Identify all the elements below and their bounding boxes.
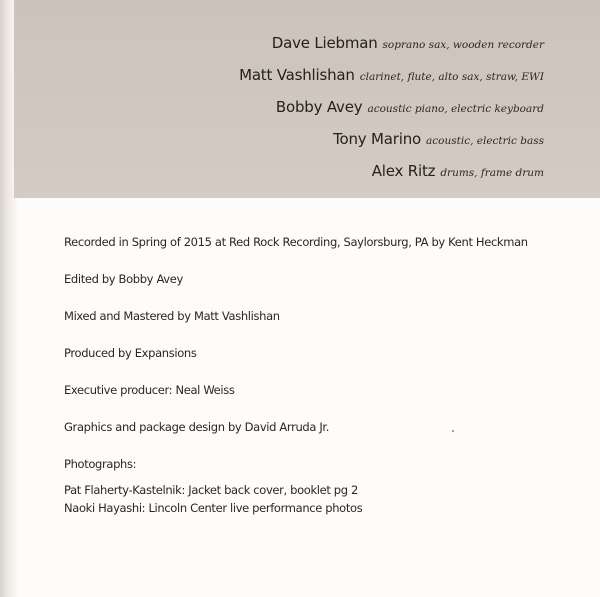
musician-name: Alex Ritz	[371, 162, 436, 180]
musician-instruments: acoustic, electric bass	[426, 135, 544, 147]
photo-credit: Naoki Hayashi: Lincoln Center live performance photos	[64, 501, 363, 515]
musician-name: Bobby Avey	[275, 98, 363, 116]
recording-credit: Recorded in Spring of 2015 at Red Rock Recording, Saylorsburg, PA by Kent Heckman	[64, 235, 528, 249]
photo-credit: Pat Flaherty-Kastelnik: Jacket back cover, booklet pg 2	[64, 483, 358, 497]
musician-instruments: drums, frame drum	[440, 167, 544, 179]
musician-name: Matt Vashlishan	[239, 66, 355, 84]
editing-credit: Edited by Bobby Avey	[64, 272, 183, 286]
musician-instruments: acoustic piano, electric keyboard	[367, 103, 544, 115]
production-credits	[64, 233, 584, 517]
photographs-heading: Photographs:	[64, 457, 137, 471]
executive-producer-credit: Executive producer: Neal Weiss	[64, 383, 235, 397]
personnel-entry	[64, 91, 544, 123]
musician-instruments: clarinet, flute, alto sax, straw, EWI	[359, 71, 544, 83]
musician-name: Dave Liebman	[271, 34, 378, 52]
personnel-entry	[64, 155, 544, 187]
musician-name: Tony Marino	[333, 130, 421, 148]
musician-instruments: soprano sax, wooden recorder	[382, 39, 544, 51]
personnel-entry	[64, 123, 544, 155]
personnel-list	[64, 27, 544, 187]
mixing-credit: Mixed and Mastered by Matt Vashlishan	[64, 309, 280, 323]
graphics-credit: Graphics and package design by David Arruda Jr.	[64, 420, 330, 434]
personnel-entry	[64, 59, 544, 91]
producer-credit: Produced by Expansions	[64, 346, 197, 360]
personnel-band	[14, 0, 600, 198]
personnel-entry	[64, 27, 544, 59]
paper-speck	[452, 430, 454, 432]
